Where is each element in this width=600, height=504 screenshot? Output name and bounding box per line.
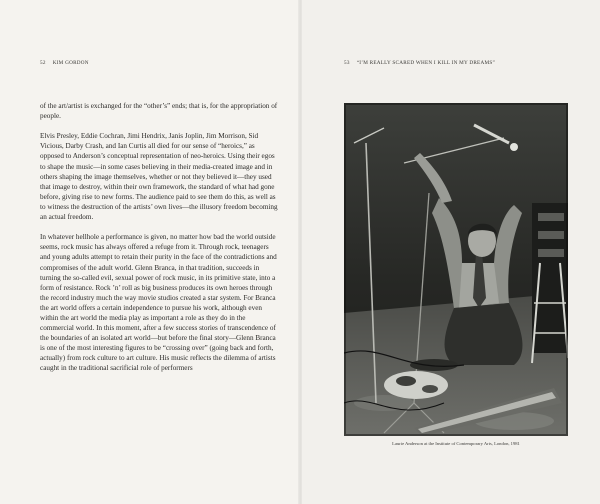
right-page-number: 53 xyxy=(344,60,350,66)
right-running-head xyxy=(344,60,495,66)
paragraph: Elvis Presley, Eddie Cochran, Jimi Hendrix, Janis Joplin, Jim Morrison, Sid Vicious, Darby Crash, and Ian Curtis all died for our sense of “heroics,” as opposed to Anderson’s conceptual representation of neo-heroics. Using their egos to shape the music—in some cases believing in their media-created image and in others shaping the image themselves, whether or not they believed it—they used that image to destroy, within their own framework, the standard of what had gone before, giving rise to new forms. The audience paid to see them do this, as well as to witness the destruction of the artists’ own lives—the illusory freedom becoming an actual freedom. xyxy=(40,132,278,222)
paragraph: of the art/artist is exchanged for the “other’s” ends; that is, for the appropriation of people. xyxy=(40,102,278,121)
performance-photo xyxy=(344,103,568,436)
book-gutter xyxy=(298,0,302,504)
left-page-number: 52 xyxy=(40,60,46,66)
paragraph: In whatever hellhole a performance is given, no matter how bad the world outside seems, rock music has always offered a refuge from it. Through rock, teenagers and young adults attempt to retain their purity in the face of the contradictions and compromises of the adult world. Glenn Branca, in that tradition, succeeds in turning the so-called evil, sexual power of rock music, in its primitive state, into a form of resistance. Rock ’n’ roll as big business produces its own heroes through the record industry much the way movie studios created a star system. For Branca the art world offers a certain independence to pursue his work, although even within the art world the media play as important a role as they do in the commercial world. In this moment, after a few success stories of transcendence of the boundaries of an isolated art world—but before the final story—Glenn Branca is one of the most interesting figures to be “crossing over” (going back and forth, actually) from rock culture to art culture. His music reflects the dilemma of artists caught in the traditional sacrificial role of performers xyxy=(40,233,277,373)
left-body-text xyxy=(40,101,278,384)
left-running-head-title: KIM GORDON xyxy=(52,60,89,66)
right-running-head-title: “I’M REALLY SCARED WHEN I KILL IN MY DREAMS” xyxy=(356,60,496,66)
left-running-head xyxy=(40,60,89,66)
photo-caption: Laurie Anderson at the Institute of Contemporary Arts, London, 1981 xyxy=(392,441,520,446)
